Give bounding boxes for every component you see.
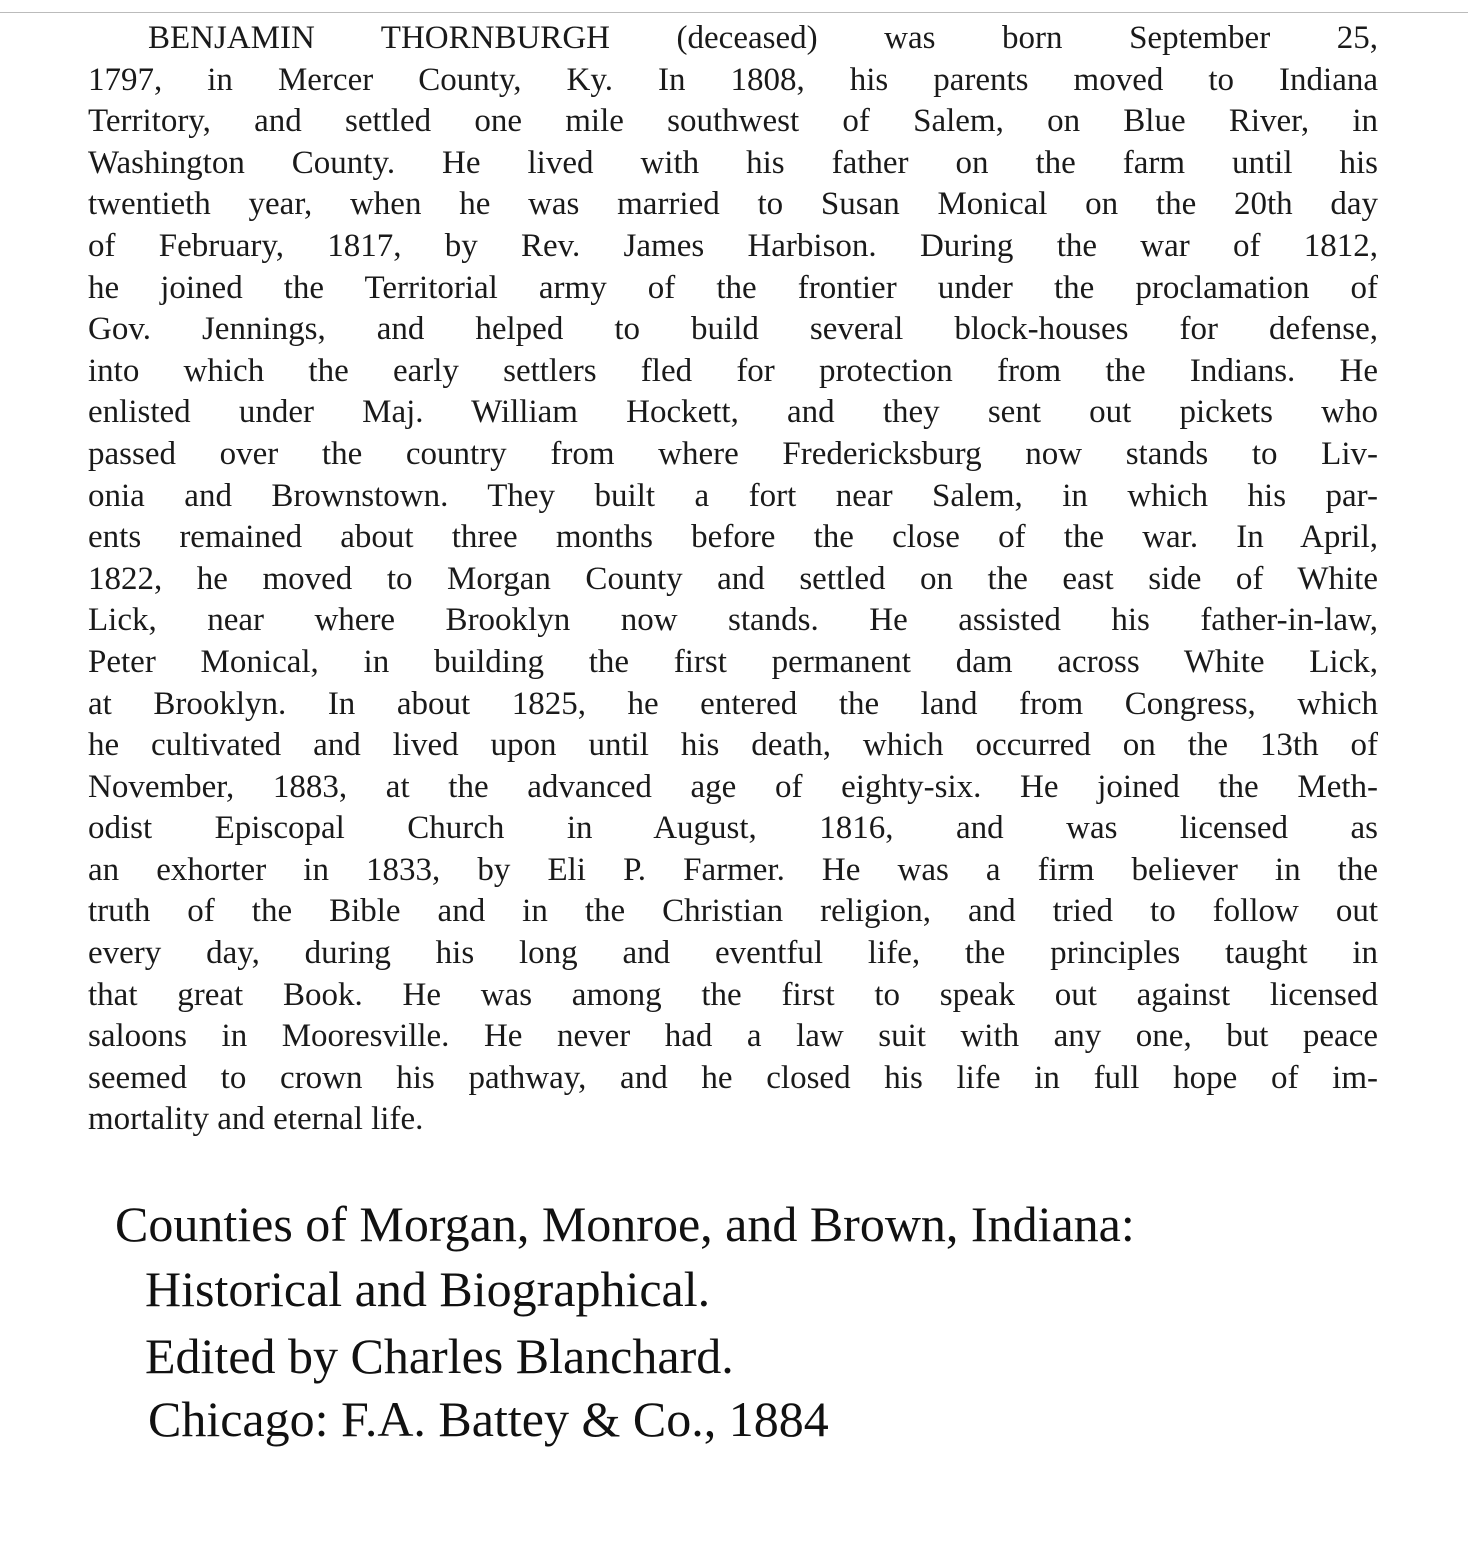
text-line: of February, 1817, by Rev. James Harbison. During the war of 1812, xyxy=(88,227,1378,264)
text-line: every day, during his long and eventful life, the principles taught in xyxy=(88,935,1378,972)
text-line: 1797, in Mercer County, Ky. In 1808, his parents moved to Indiana xyxy=(88,61,1378,98)
text-line: BENJAMIN THORNBURGH (deceased) was born September 25, xyxy=(148,20,1378,56)
text-line: seemed to crown his pathway, and he closed his life in full hope of im- xyxy=(88,1059,1378,1096)
text-line: into which the early settlers fled for protection from the Indians. He xyxy=(88,352,1378,389)
text-line: an exhorter in 1833, by Eli P. Farmer. He was a firm believer in the xyxy=(88,851,1378,888)
text-line: he joined the Territorial army of the frontier under the proclamation of xyxy=(88,269,1378,306)
text-line: saloons in Mooresville. He never had a law suit with any one, but peace xyxy=(88,1018,1378,1055)
text-line: he cultivated and lived upon until his death, which occurred on the 13th of xyxy=(88,727,1378,764)
citation-editor: Edited by Charles Blanchard. xyxy=(145,1328,734,1384)
scan-edge-line xyxy=(0,12,1468,13)
text-line: enlisted under Maj. William Hockett, and they sent out pickets who xyxy=(88,394,1378,431)
text-line: Washington County. He lived with his father on the farm until his xyxy=(88,144,1378,181)
text-line: Peter Monical, in building the first permanent dam across White Lick, xyxy=(88,643,1378,680)
text-line: passed over the country from where Fredericksburg now stands to Liv- xyxy=(88,435,1378,472)
text-line: Territory, and settled one mile southwest of Salem, on Blue River, in xyxy=(88,103,1378,140)
citation-publisher: Chicago: F.A. Battey & Co., 1884 xyxy=(148,1391,829,1447)
text-line: 1822, he moved to Morgan County and settled on the east side of White xyxy=(88,560,1378,597)
citation-subtitle: Historical and Biographical. xyxy=(145,1261,711,1317)
text-line: that great Book. He was among the first to speak out against licensed xyxy=(88,976,1378,1013)
text-line: Gov. Jennings, and helped to build several block-houses for defense, xyxy=(88,311,1378,348)
text-line: November, 1883, at the advanced age of eighty-six. He joined the Meth- xyxy=(88,768,1378,805)
text-line: twentieth year, when he was married to Susan Monical on the 20th day xyxy=(88,186,1378,223)
text-line: at Brooklyn. In about 1825, he entered the land from Congress, which xyxy=(88,685,1378,722)
text-line: odist Episcopal Church in August, 1816, and was licensed as xyxy=(88,810,1378,847)
biography-text xyxy=(88,18,1378,1141)
text-line: ents remained about three months before the close of the war. In April, xyxy=(88,519,1378,556)
text-line: Lick, near where Brooklyn now stands. He assisted his father-in-law, xyxy=(88,602,1378,639)
text-line: onia and Brownstown. They built a fort near Salem, in which his par- xyxy=(88,477,1378,514)
citation-title: Counties of Morgan, Monroe, and Brown, Indiana: xyxy=(115,1196,1135,1252)
text-line: mortality and eternal life. xyxy=(88,1101,424,1138)
text-line: truth of the Bible and in the Christian religion, and tried to follow out xyxy=(88,893,1378,930)
